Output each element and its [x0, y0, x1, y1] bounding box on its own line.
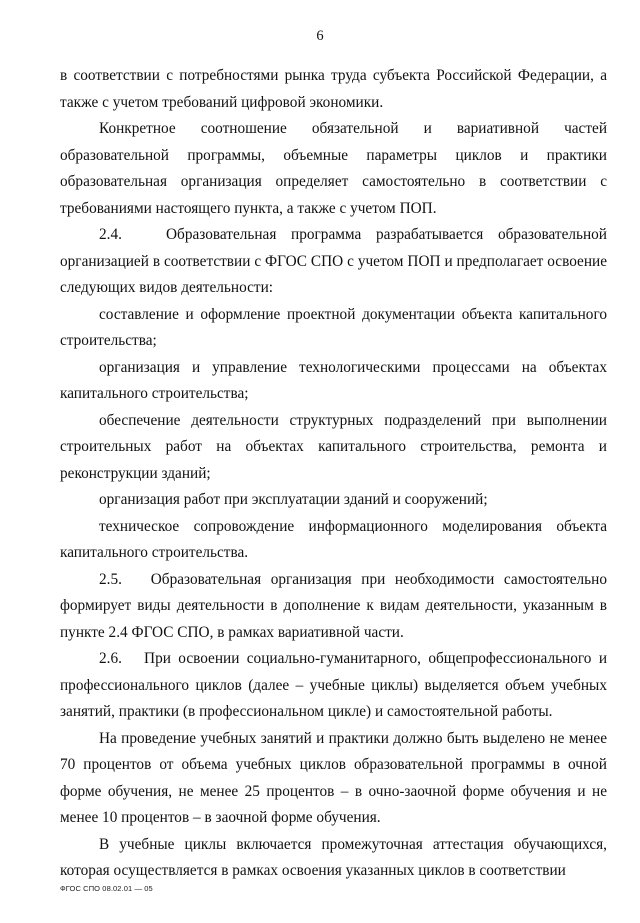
list-item: организация работ при эксплуатации зданий и сооружений;	[99, 491, 488, 508]
paragraph: Конкретное соотношение обязательной и вариативной частей образовательной программы, объемные параметры циклов и практики образовательная организация определяет самостоятельно в соответствии с требованиями настоящего пункта, а также с учетом ПОП.	[60, 120, 607, 217]
paragraph-section-2-5: 2.5. Образовательная организация при необходимости самостоятельно формирует виды деятельности в дополнение к видам деятельности, указанным в пункте 2.4 ФГОС СПО, в рамках вариативной части.	[60, 570, 607, 641]
list-item: организация и управление технологическими процессами на объектах капитального строительства;	[60, 358, 607, 402]
list-item: техническое сопровождение информационного моделирования объекта капитального строительства.	[60, 517, 607, 561]
document-footer-code: ФГОС СПО 08.02.01 — 05	[60, 884, 153, 893]
list-item: обеспечение деятельности структурных подразделений при выполнении строительных работ на объектах капитального строительства, ремонта и реконструкции зданий;	[60, 411, 607, 482]
paragraph: На проведение учебных занятий и практики должно быть выделено не менее 70 процентов от объема учебных циклов образовательной программы в очной форме обучения, не менее 25 процентов – в очно-заочной форме обучения и не менее 10 процентов – в заочной форме обучения.	[60, 729, 607, 826]
paragraph: в соответствии с потребностями рынка труда субъекта Российской Федерации, а также с учетом требований цифровой экономики.	[60, 67, 607, 111]
paragraph-section-2-6: 2.6. При освоении социально-гуманитарного, общепрофессионального и профессионального циклов (далее – учебные циклы) выделяется объем учебных занятий, практики (в профессиональном цикле) и самостоятельной работы.	[60, 650, 607, 720]
list-item: составление и оформление проектной документации объекта капитального строительства;	[60, 305, 607, 349]
document-body	[60, 63, 607, 885]
paragraph-section-2-4: 2.4. Образовательная программа разрабатывается образовательной организацией в соответствии с ФГОС СПО с учетом ПОП и предполагает освоение следующих видов деятельности:	[60, 226, 607, 296]
paragraph: В учебные циклы включается промежуточная аттестация обучающихся, которая осуществляется в рамках освоения указанных циклов в соответствии	[60, 835, 607, 879]
page-number: 6	[316, 28, 324, 44]
